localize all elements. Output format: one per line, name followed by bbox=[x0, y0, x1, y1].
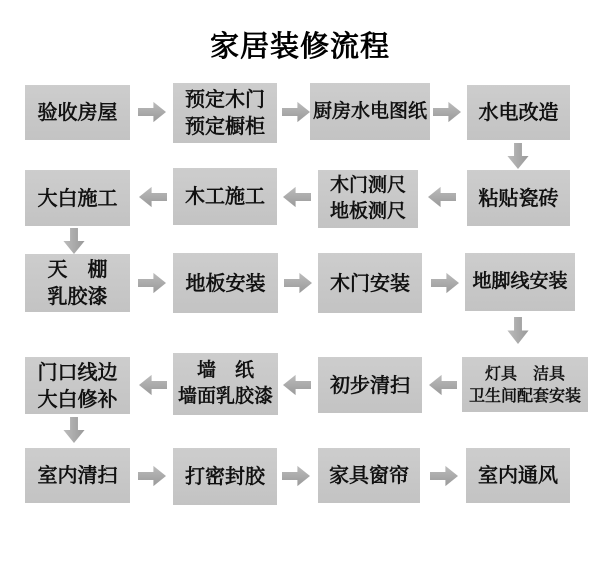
flow-node-label: 天 棚 bbox=[47, 257, 108, 281]
page-title: 家居装修流程 bbox=[209, 29, 390, 63]
flow-node-label: 木工施工 bbox=[185, 184, 265, 208]
flow-arrow-left-14 bbox=[283, 374, 311, 396]
flow-node-step-17 bbox=[25, 448, 130, 503]
flow-node-step-10 bbox=[173, 253, 278, 313]
flow-node-step-13 bbox=[25, 357, 130, 414]
flow-arrow-right-1 bbox=[138, 101, 166, 123]
flow-node-label: 木门测尺 bbox=[329, 174, 406, 197]
flow-node-label: 乳胶漆 bbox=[47, 284, 108, 308]
flow-node-step-19 bbox=[318, 448, 420, 503]
flow-node-label: 地板测尺 bbox=[329, 200, 406, 222]
flow-node-label: 打密封胶 bbox=[185, 464, 265, 488]
flow-node-label: 粘贴瓷砖 bbox=[478, 185, 559, 210]
flow-node-step-07 bbox=[318, 170, 418, 228]
flow-node-label: 厨房水电图纸 bbox=[312, 99, 427, 122]
flow-arrow-down-4 bbox=[507, 143, 529, 169]
flow-node-label: 室内清扫 bbox=[37, 463, 118, 487]
flow-node-step-11 bbox=[318, 253, 422, 313]
flow-node-step-01 bbox=[25, 85, 130, 140]
flow-node-step-18 bbox=[173, 448, 277, 505]
flow-node-step-08 bbox=[467, 170, 570, 226]
flow-node-step-06 bbox=[173, 168, 277, 225]
flow-node-label: 大白施工 bbox=[37, 185, 118, 210]
flow-node-label: 地脚线安装 bbox=[472, 270, 568, 293]
flow-node-label: 家具窗帘 bbox=[329, 463, 409, 487]
flow-arrow-down-8 bbox=[63, 228, 85, 254]
flow-node-label: 初步清扫 bbox=[330, 372, 410, 397]
flow-node-label: 验收房屋 bbox=[37, 100, 118, 124]
flow-node-label: 室内通风 bbox=[478, 463, 558, 487]
flow-node-step-03 bbox=[310, 83, 430, 140]
flow-arrow-left-7 bbox=[428, 186, 456, 208]
flow-arrow-right-2 bbox=[282, 101, 310, 123]
flow-arrow-left-6 bbox=[283, 186, 311, 208]
flow-node-label: 预定橱柜 bbox=[185, 114, 265, 138]
flow-node-label: 木门安装 bbox=[330, 270, 410, 295]
flow-node-step-14 bbox=[173, 353, 278, 415]
flow-arrow-left-15 bbox=[429, 374, 457, 396]
flow-arrow-right-19 bbox=[430, 465, 458, 487]
flow-arrow-left-5 bbox=[139, 186, 167, 208]
flow-node-label: 卫生间配套安装 bbox=[468, 385, 581, 405]
flow-arrow-down-12 bbox=[507, 317, 529, 344]
flow-node-label: 预定木门 bbox=[185, 87, 265, 111]
flow-node-step-05 bbox=[25, 170, 130, 226]
flow-node-label: 地板安装 bbox=[185, 270, 266, 295]
flow-node-step-20 bbox=[466, 448, 570, 503]
flow-node-step-02 bbox=[173, 83, 277, 143]
flow-arrow-right-18 bbox=[282, 465, 310, 487]
flow-node-step-04 bbox=[467, 85, 570, 140]
flow-node-label: 灯具 洁具 bbox=[484, 363, 565, 383]
flow-arrow-down-16 bbox=[63, 417, 85, 443]
flow-arrow-right-9 bbox=[138, 272, 166, 294]
flow-node-label: 水电改造 bbox=[478, 100, 559, 124]
flow-arrow-left-13 bbox=[139, 374, 167, 396]
flow-arrow-right-10 bbox=[284, 272, 312, 294]
flow-arrow-right-11 bbox=[431, 272, 459, 294]
flow-arrow-right-17 bbox=[138, 465, 166, 487]
flow-node-label: 墙面乳胶漆 bbox=[177, 385, 273, 407]
flow-arrow-right-3 bbox=[433, 101, 461, 123]
flow-node-label: 墙 纸 bbox=[196, 359, 254, 382]
flow-node-step-09 bbox=[25, 254, 130, 312]
flow-node-step-12 bbox=[465, 253, 575, 311]
flow-node-label: 门口线边 bbox=[37, 359, 118, 384]
flow-node-step-15 bbox=[318, 357, 422, 413]
flow-node-label: 大白修补 bbox=[37, 386, 118, 411]
flow-node-step-16 bbox=[462, 357, 588, 412]
